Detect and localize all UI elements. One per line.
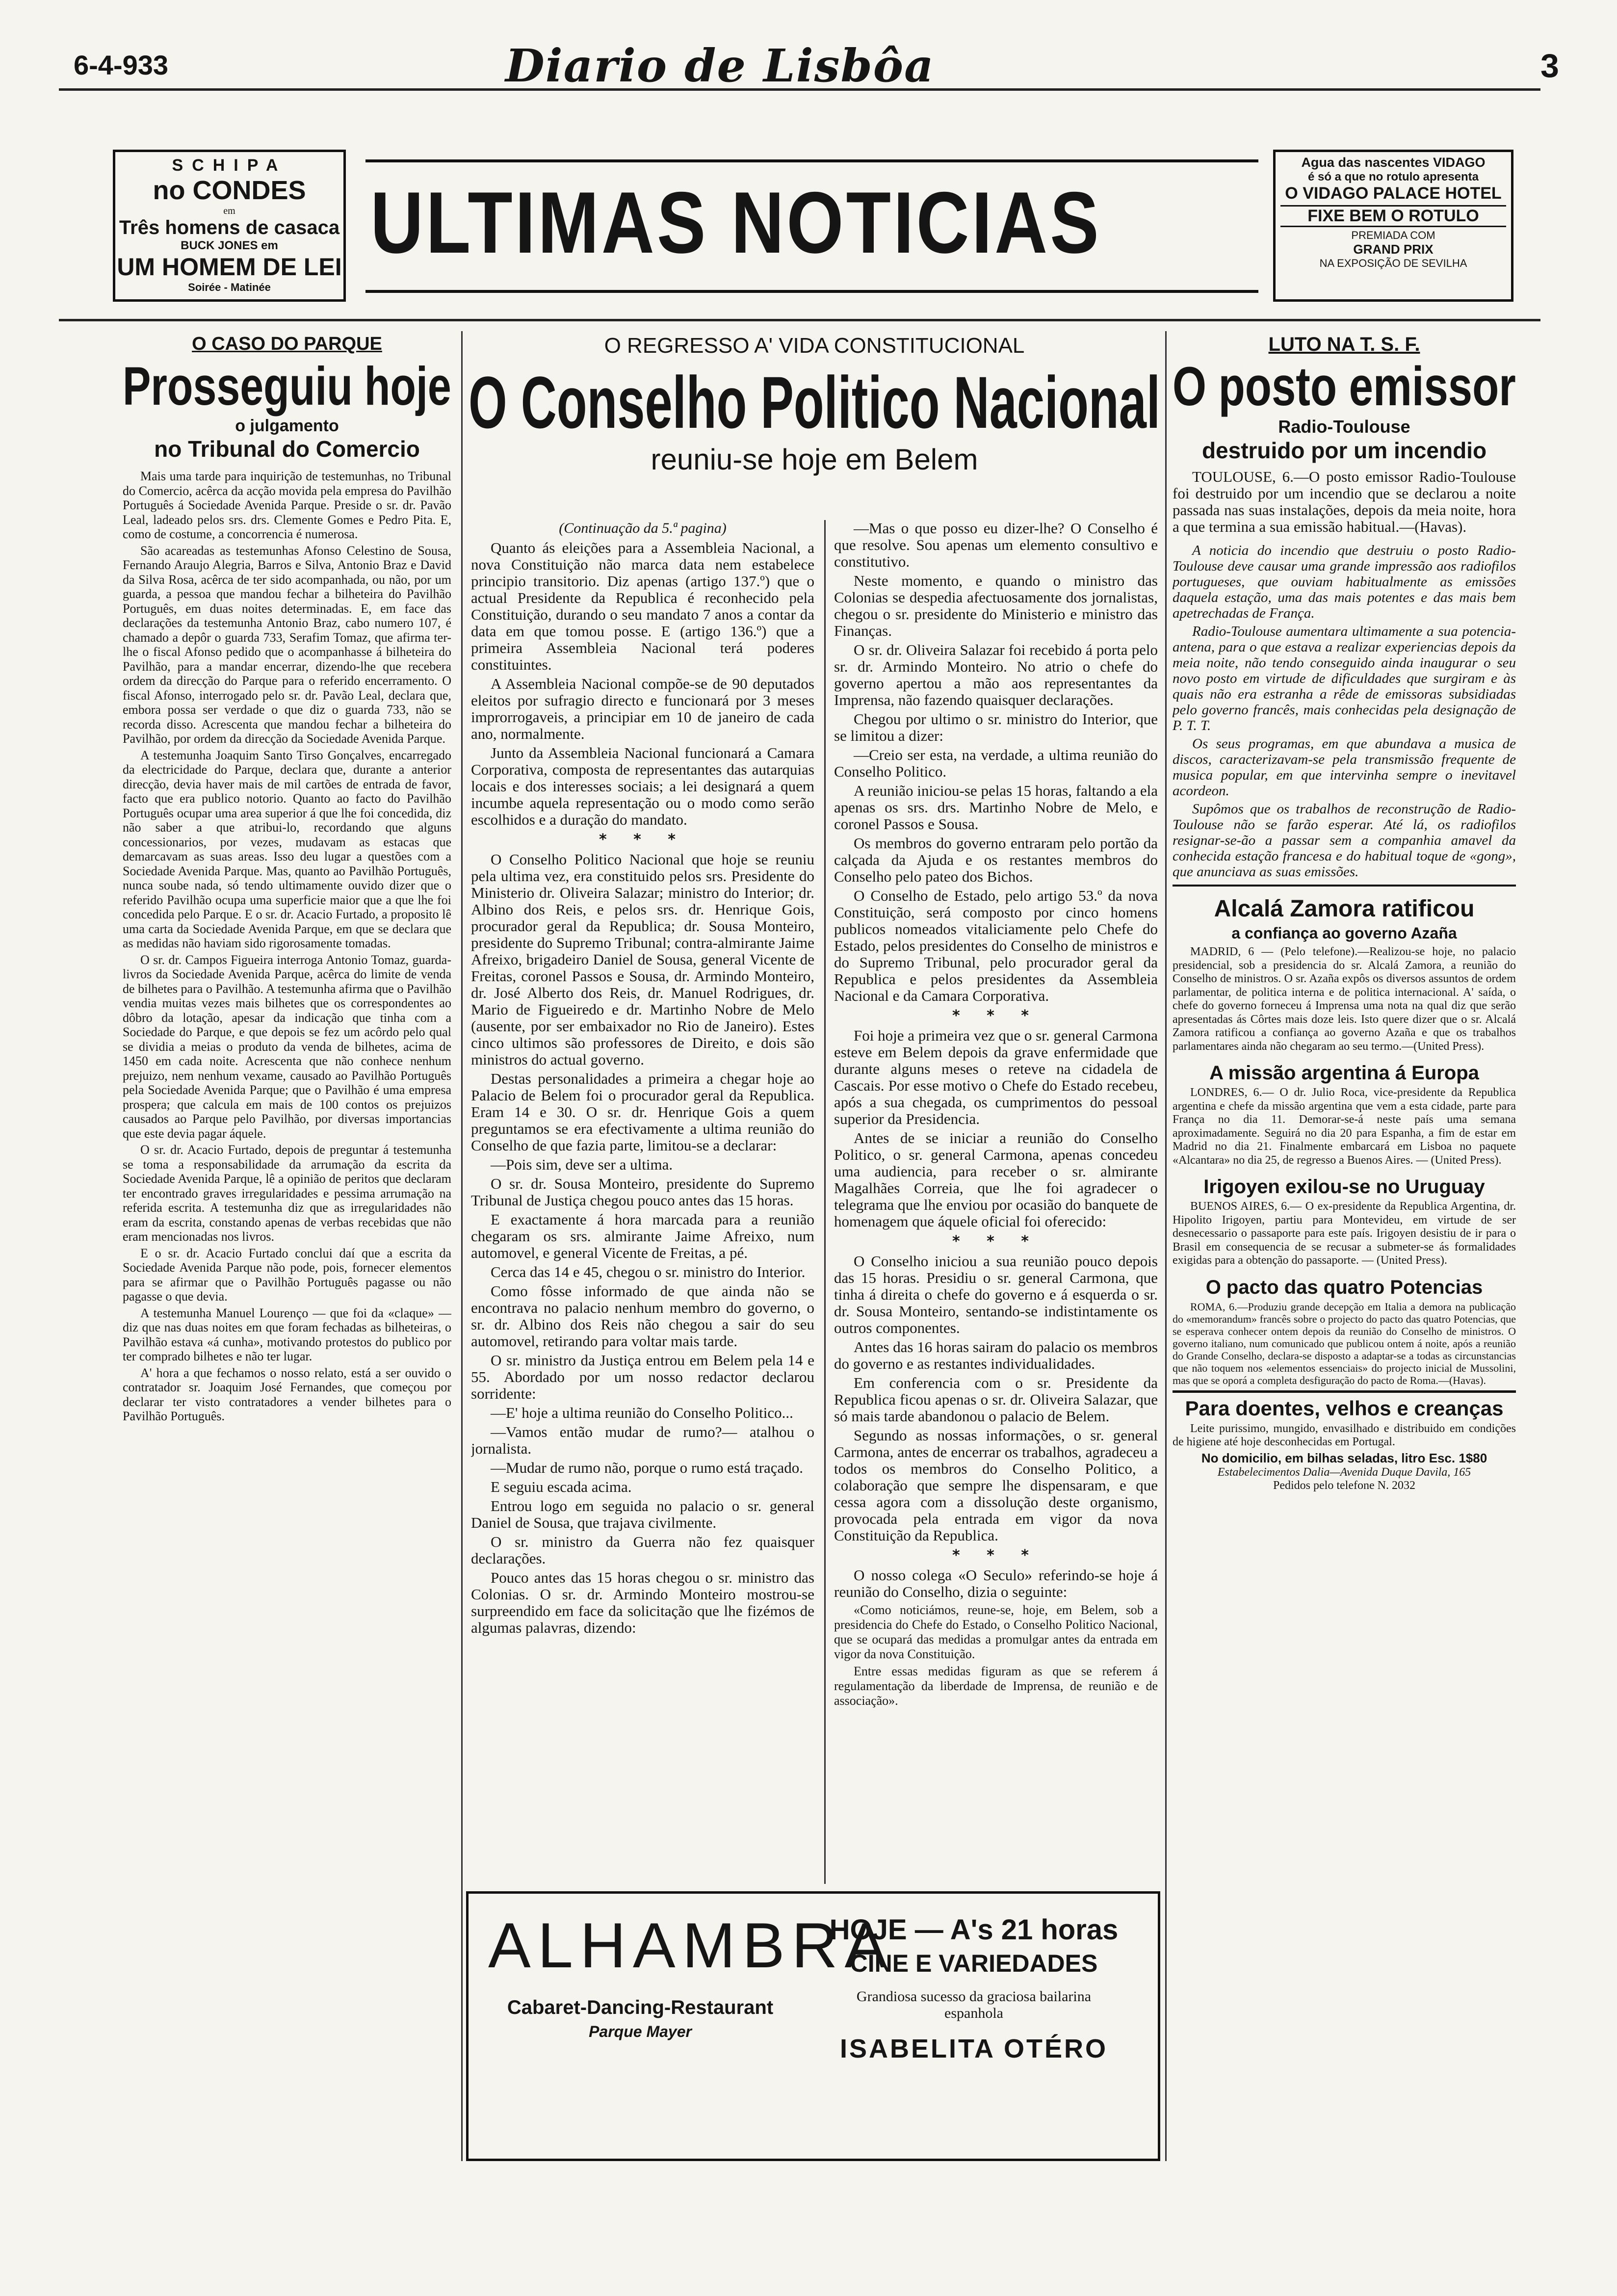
left-headline: Prosseguiu hoje — [123, 356, 451, 417]
center-paragraph: O sr. dr. Oliveira Salazar foi recebido á porta pelo sr. dr. Armindo Monteiro. No atrio o chefe do governo apertou a mão aos representantes da Imprensa, não fazendo quaisquer declarações. — [834, 641, 1158, 708]
banner-rule — [59, 319, 1540, 321]
ultimas-noticias-banner — [365, 159, 1258, 293]
section-stars: * * * — [952, 1007, 1040, 1024]
missao-headline: A missão argentina á Europa — [1209, 1062, 1479, 1084]
irigoyen-body: BUENOS AIRES, 6.— O ex-presidente da Republica Argentina, dr. Hipolito Irigoyen, partiu para Montevideu, em virtude de ser desnecessario o passaporte para este país. Irigoyen desistiu de ir para o Brasil em consequencia de se recusar a submeter-se ás formalidades exigidas para a obtenção do passaporte. — (United Press). — [1173, 1200, 1516, 1267]
right-subhead: destruido por um incendio — [1201, 438, 1487, 463]
alcala-body: MADRID, 6 — (Pelo telefone).—Realizou-se hoje, no palacio presidencial, sob a presidencia do sr. Alcalá Zamora, a reunião do Conselho de ministros. O sr. Azaña expôs os diversos assuntos de ordem parlamentar, de politica interna e de politica internacional. A' saída, o chefe do governo forneceu á Imprensa uma nota na qual diz que serão apresentadas ás Côrtes mais doze leis. Isto quere dizer que o sr. Alcalá Zamora ratificou a confiança ao governo Azaña e que os trabalhos parlamentares ainda não chegaram ao seu termo.—(United Press). — [1173, 945, 1516, 1053]
ad-schipa-line: UM HOMEM DE LEI — [117, 253, 342, 281]
center-col-b — [834, 520, 1158, 1879]
section-stars: * * * — [952, 1233, 1040, 1250]
header-rule — [59, 88, 1540, 91]
alhambra-desc: Grandiosa sucesso da graciosa bailarina — [856, 1988, 1092, 2005]
center-paragraph: A reunião iniciou-se pelas 15 horas, faltando a ela apenas os srs. drs. Martinho Nobre de Melo, e coronel Passos e Sousa. — [834, 782, 1158, 833]
center-paragraph: E exactamente á hora marcada para a reunião chegaram os srs. almirante Jaime Afreixo, num automovel, e general Vicente de Freitas, a pé. — [471, 1211, 814, 1261]
center-paragraph: O nosso colega «O Seculo» referindo-se hoje á reunião do Conselho, dizia o seguinte: — [834, 1566, 1158, 1600]
center-paragraph: Pouco antes das 15 horas chegou o sr. ministro das Colonias. O sr. dr. Armindo Monteiro mostrou-se surpreendido em face da solicitação que lhe fizémos de algumas palavras, dizendo: — [471, 1569, 814, 1636]
ad-schipa — [113, 150, 346, 302]
center-paragraph: Os membros do governo entraram pelo portão da calçada da Ajuda e os restantes membros do Conselho pelo pateo dos Bichos. — [834, 835, 1158, 885]
right-article — [1173, 334, 1516, 2164]
leite-ad-body: Leite purissimo, mungido, envasilhado e distribuido em condições de higiene até hoje desconhecidas em Portugal. — [1173, 1422, 1516, 1448]
center-paragraph: —Vamos então mudar de rumo?— atalhou o jornalista. — [471, 1423, 814, 1457]
alhambra-name: ALHAMBRA — [488, 1909, 894, 1981]
center-paragraph: O Conselho Politico Nacional que hoje se reuniu pela ultima vez, era constituido pelos srs. Presidente do Ministerio dr. Oliveira Salazar; ministro do Interior; dr. Albino dos Reis, e pelos srs. dr. Henrique Gois, procurador geral da Republica; dr. Sousa Monteiro, presidente do Supremo Tribunal; contra-almirante Jaime Afreixo, brigadeiro Daniel de Sousa, general Vicente de Freitas, coronel Passos e Sousa, dr. Armindo Monteiro, dr. José Alberto dos Reis, dr. Manuel Rodrigues, dr. Mario de Figueiredo e dr. Martinho Nobre de Melo (ausente, por ser embaixador no Rio de Janeiro). Estes cinco ultimos são professores de Direito, e dois são ministros do actual governo. — [471, 851, 814, 1068]
left-subhead: no Tribunal do Comercio — [154, 436, 420, 462]
right-italic-paragraph: Supômos que os trabalhos de reconstrução de Radio-Toulouse não se farão esperar. Até lá, os radiofilos resignar-se-ão a passar sem a companhia amavel da conhecida estação francesa e do habitual toque de «gong», que anunciava as suas emissões. — [1173, 801, 1516, 880]
center-paragraph: Cerca das 14 e 45, chegou o sr. ministro do Interior. — [491, 1263, 806, 1280]
left-paragraph: A testemunha Joaquim Santo Tirso Gonçalves, encarregado da electricidade do Parque, declara que, durante a anterior direcção, devia haver mais de mil cartões de entrada de favor, facto que era publico notorio. Quanto ao facto do Pavilhão Português ocupar uma area superior á que lhe foi concedida, diz não saber a que atribui-lo, recordando que alguns concessionarios, por vezes, mudavam as estacas que demarcavam as suas areas. Isso deu lugar a questões com a Sociedade Avenida Parque. Mas, quanto ao Pavilhão Português, nunca soube nada, só tendo ultimamente ouvido dizer que o referido Pavilhão ocupa uma superficie maior que a que lhe foi concedida pelo Parque. E o sr. dr. Acacio Furtado, a proposito lê uma carta da Sociedade Avenida Parque, em que se declara que as medidas não haviam sido rigorosamente tomadas. — [123, 748, 451, 950]
ad-schipa-line: no CONDES — [153, 176, 306, 205]
right-headline: O posto emissor — [1173, 356, 1516, 417]
pacto-headline: O pacto das quatro Potencias — [1205, 1276, 1483, 1298]
center-paragraph: Como fôsse informado de que ainda não se encontrava no palacio nenhum membro do governo, o sr. dr. Albino dos Reis não chegou a sair do seu automovel, retirando para voltar mais tarde. — [471, 1282, 814, 1350]
center-paragraph: Destas personalidades a primeira a chegar hoje ao Palacio de Belem foi o procurador geral da Republica. Eram 14 e 30. O sr. dr. Henrique Gois a quem preguntamos se era efectivamente a ultima reunião do Conselho de que fazia parte, limitou-se a declarar: — [471, 1070, 814, 1154]
center-subhead: reuniu-se hoje em Belem — [651, 443, 978, 476]
ad-vidago-line: GRAND PRIX — [1353, 242, 1434, 257]
left-paragraph: O sr. dr. Campos Figueira interroga Antonio Tomaz, guarda-livros da Sociedade Avenida Parque, acêrca do limite de venda de bilhetes para o Pavilhão. A testemunha afirma que o Pavilhão vendia muitas vezes mais bilhetes que os correspondentes ao dôbro da lotação, apesar da indicação que tinha com a Sociedade do Parque, e que depois se fez um acôrdo pelo qual se dividia a meias o produto da venda de bilhetes, acima de 1450 em cada noite. Acrescenta que não conhece nenhum prejuizo, nem nenhum vexame, causado ao Pavilhão Português pela Sociedade Avenida Parque; que o Pavilhão é uma empresa prospera; que calcula em mais de 100 contos os prejuizos causados ao Parque pelo Pavilhão, por diversas importancias que este devia pagar áquele. — [123, 952, 451, 1141]
center-paragraph: Entrou logo em seguida no palacio o sr. general Daniel de Sousa, que trajava civilmente. — [471, 1497, 814, 1531]
ad-schipa-line: em — [223, 206, 235, 216]
missao-body: LONDRES, 6.— O dr. Julio Roca, vice-presidente da Republica argentina e chefe da missão argentina que vem a esta cidade, parte para França no dia 11. Demorar-se-á neste país uma semana aproximadamente. Seguirá no dia 20 para Espanha, a fim de estar em Madrid no dia 21. Finalmente embarcará em Lisboa no paquete «Alcantara» no dia 25, de regresso a Buenos Aires. — (United Press). — [1173, 1086, 1516, 1167]
center-headline: O Conselho Politico Nacional — [469, 361, 1160, 444]
center-paragraph: «Como noticiámos, reune-se, hoje, em Belem, sob a presidencia do Chefe do Estado, o Conselho Politico Nacional, que se ocupará das medidas a promulgar antes da entrada em vigor da nova Constituição. — [834, 1603, 1158, 1661]
leite-ad-line: Pedidos pelo telefone N. 2032 — [1273, 1479, 1415, 1492]
masthead: Diario de Lisbôa — [505, 39, 935, 92]
alhambra-cine: CINE E VARIEDADES — [850, 1950, 1098, 1977]
center-paragraph: O sr. ministro da Guerra não fez quaisquer declarações. — [471, 1533, 814, 1567]
center-paragraph: —E' hoje a ultima reunião do Conselho Politico... — [491, 1404, 793, 1421]
left-headline-box — [123, 356, 451, 417]
center-paragraph: Chegou por ultimo o sr. ministro do Interior, que se limitou a dizer: — [834, 710, 1158, 744]
left-article — [123, 334, 451, 2161]
ad-vidago-line: PREMIADA COM — [1351, 229, 1435, 241]
alhambra-desc: espanhola — [944, 2005, 1003, 2021]
ad-schipa-line: BUCK JONES em — [181, 239, 278, 252]
right-italic-paragraph: A noticia do incendio que destruiu o posto Radio-Toulouse deve causar uma grande impressão aos radiofilos portugueses, que ouviam habitualmente as emissões daquela estação, uma das mais potentes e das mais bem apetrechadas de França. — [1173, 543, 1516, 621]
page-number: 3 — [1540, 47, 1559, 84]
center-headline-box — [469, 363, 1160, 442]
center-paragraph: O sr. ministro da Justiça entrou em Belem pela 14 e 55. Abordado por um nosso redactor declarou sorridente: — [471, 1352, 814, 1402]
right-headline-box — [1173, 356, 1516, 417]
center-paragraph: O Conselho iniciou a sua reunião pouco depois das 15 horas. Presidiu o sr. general Carmona, que tinha á direita o chefe do governo e á esquerda o sr. dr. Sousa Monteiro, sentando-se indistintamente os outros componentes. — [834, 1252, 1158, 1336]
alcala-headline: Alcalá Zamora ratificou — [1214, 896, 1475, 922]
center-paragraph: Em conferencia com o sr. Presidente da Republica ficou apenas o sr. dr. Oliveira Salazar, que só mais tarde abandonou o palacio de Belem. — [834, 1374, 1158, 1425]
issue-date: 6-4-933 — [74, 50, 169, 80]
left-paragraph: Mais uma tarde para inquirição de testemunhas, no Tribunal do Comercio, acêrca da acção movida pela empresa do Pavilhão Português á Sociedade Avenida Parque. Preside o sr. dr. Pavão Leal, ladeado pelos srs. drs. Clemente Gomes e Pedro Pita. E, como de costume, a concorrencia é numerosa. — [123, 469, 451, 541]
right-subhead: Radio-Toulouse — [1278, 417, 1410, 437]
center-header — [469, 334, 1160, 520]
ad-vidago-line: FIXE BEM O ROTULO — [1280, 205, 1506, 227]
center-paragraph: O Conselho de Estado, pelo artigo 53.º da nova Constituição, será composto por cinco homens publicos nomeados vitaliciamente pelo Chefe do Estado, pelos presidentes do Conselho de ministros e do Supremo Tribunal, pelo procurador geral da Republica e pelos presidentes da Assembleia Nacional e da Camara Corporativa. — [834, 887, 1158, 1004]
center-paragraph: O sr. dr. Sousa Monteiro, presidente do Supremo Tribunal de Justiça chegou pouco antes das 15 horas. — [471, 1175, 814, 1209]
ad-vidago-line: é só a que no rotulo apresenta — [1307, 170, 1479, 183]
center-paragraph: A Assembleia Nacional compõe-se de 90 deputados eleitos por sufragio directo e funcionará por 3 meses improrrogaveis, a principiar em 10 de janeiro de cada ano, normalmente. — [471, 675, 814, 742]
column-divider — [461, 331, 463, 2161]
center-paragraph: Entre essas medidas figuram as que se referem á regulamentação da liberdade de Imprensa, de reunião e de associação». — [834, 1664, 1158, 1708]
center-paragraph: Junto da Assembleia Nacional funcionará a Camara Corporativa, composta de representantes das autarquias locais e dos interesses sociais; a lei designará a quem incumbe aquela representação ou o modo como serão escolhidos e a duração do mandato. — [471, 744, 814, 828]
alhambra-left — [488, 1908, 894, 2041]
center-paragraph: —Mas o que posso eu dizer-lhe? O Conselho é que resolve. Sou apenas um elemento consultivo e constitutivo. — [834, 520, 1158, 570]
irigoyen-headline: Irigoyen exilou-se no Uruguay — [1203, 1176, 1485, 1198]
center-paragraph: Neste momento, e quando o ministro das Colonias se despedia afectuosamente dos jornalistas, chegou o sr. presidente do Ministerio e ministro das Finanças. — [834, 572, 1158, 639]
ad-schipa-line: Três homens de casaca — [119, 217, 340, 238]
alhambra-star: ISABELITA OTÉRO — [840, 2034, 1108, 2063]
left-paragraph: E o sr. dr. Acacio Furtado conclui daí que a escrita da Sociedade Avenida Parque não pode, pois, fornecer elementos para se afirmar que o Pavilhão Português pagasse ou não pagasse o que devia. — [123, 1246, 451, 1304]
column-divider — [1165, 331, 1167, 2161]
ad-vidago-line: O VIDAGO PALACE HOTEL — [1285, 184, 1502, 203]
section-stars: * * * — [952, 1547, 1040, 1564]
right-italic-paragraph: Os seus programas, em que abundava a musica de discos, caracterizavam-se pela transmissão frequente de musica popular, em que intervinha sempre o inevitavel acordeon. — [1173, 736, 1516, 799]
left-paragraph: São acareadas as testemunhas Afonso Celestino de Sousa, Fernando Araujo Alegria, Barros e Silva, Antonio Braz e David da Silva Rosa, acêrca de ter sido acompanhada, ou não, por um guarda, a pessoa que mandou fechar a bilheteira do Pavilhão Português, em duas noites determinadas. E, em face das declarações da testemunha Antonio Braz, cabo numero 107, é chamado a depôr o guarda 733, Serafim Tomaz, que afirma ter-lhe o fiscal Afonso pedido que o acompanhasse á bilheteira do Pavilhão, para a mandar encerrar, dizendo-lhe que recebera ordem da direcção do Parque para o referido encerramento. O fiscal Afonso, interrogado pelo sr. dr. Pavão Leal, declara que, embora possa ser verdade o que diz o guarda 733, não se recorda disso. Acrescenta que mandou fechar a bilheteira do Pavilhão, por ordem da direcção da Sociedade Avenida Parque. — [123, 543, 451, 746]
ad-vidago-line: Agua das nascentes VIDAGO — [1301, 155, 1486, 170]
leite-ad-headline: Para doentes, velhos e creanças — [1185, 1396, 1504, 1420]
ad-alhambra — [466, 1891, 1160, 2161]
left-paragraph: A' hora a que fechamos o nosso relato, está a ser ouvido o contratador sr. Joaquim José Fernandes, que começou por declarar ter visto contratadores a vender bilhetes para o Pavilhão Português. — [123, 1365, 451, 1423]
center-kicker: O REGRESSO A' VIDA CONSTITUCIONAL — [604, 334, 1025, 358]
center-paragraph: Foi hoje a primeira vez que o sr. general Carmona esteve em Belem depois da grave enfermidade que durante alguns meses o reteve na cidadela de Cascais. Por esse motivo o Chefe do Estado recebeu, após a sua chegada, os cumprimentos do pessoal superior da Presidencia. — [834, 1027, 1158, 1127]
center-col-a — [471, 520, 814, 1879]
center-paragraph: E seguiu escada acima. — [491, 1478, 632, 1495]
ad-schipa-line: SCHIPA — [172, 156, 287, 175]
center-paragraph: —Pois sim, deve ser a ultima. — [491, 1156, 673, 1173]
ad-schipa-line: Soirée - Matinée — [188, 281, 271, 293]
ad-vidago — [1273, 150, 1513, 302]
center-paragraph: Antes de se iniciar a reunião do Conselho Politico, o sr. general Carmona, apenas concedeu uma audiencia, para receber o sr. almirante Magalhães Correia, que lhe foi agradecer o telegrama que lhe enviou por ocasião do banquete de homenagem que áquele oficial foi oferecido: — [834, 1129, 1158, 1230]
right-paragraph: TOULOUSE, 6.—O posto emissor Radio-Toulouse foi destruido por um incendio que se declarou a noite passada nas suas instalações, depois da meia noite, hora a que termina a sua emissão habitual.—(Havas). — [1173, 468, 1516, 535]
continuation-note: (Continuação da 5.ª pagina) — [559, 520, 727, 536]
leite-ad-line: No domicilio, em bilhas seladas, litro Esc. 1$80 — [1201, 1450, 1487, 1465]
left-paragraph: O sr. dr. Acacio Furtado, depois de preguntar á testemunha se toma a responsabilidade da arrumação da escrita da Sociedade Avenida Parque, lê a opinião de peritos que declaram ter encontrado graves irregularidades e pessima arrumação na referida escrita. A testemunha diz que as irregularidades não eram da escrita, constando apenas de verbas recebidas que não eram mencionadas nos livros. — [123, 1143, 451, 1244]
alcala-subhead: a confiança ao governo Azaña — [1231, 924, 1457, 942]
leite-ad-line: Estabelecimentos Dalia—Avenida Duque Davila, 165 — [1217, 1465, 1471, 1479]
alhambra-location: Parque Mayer — [589, 2023, 692, 2040]
alhambra-tagline: Cabaret-Dancing-Restaurant — [507, 1997, 774, 2018]
center-paragraph: —Mudar de rumo não, porque o rumo está traçado. — [491, 1459, 804, 1476]
center-paragraph: Segundo as nossas informações, o sr. general Carmona, antes de encerrar os trabalhos, agradeceu a todos os membros do Conselho Politico, a colaboração que sempre lhe dispensaram, e que cessa agora com a dissolução deste organismo, provocada pela entrada em vigor da nova Constituição da Republica. — [834, 1427, 1158, 1544]
left-kicker: O CASO DO PARQUE — [192, 334, 382, 354]
right-kicker: LUTO NA T. S. F. — [1268, 334, 1420, 355]
ad-vidago-line: NA EXPOSIÇÃO DE SEVILHA — [1319, 257, 1467, 269]
left-subhead: o julgamento — [235, 417, 339, 435]
right-italic-paragraph: Radio-Toulouse aumentara ultimamente a sua potencia-antena, para o que estava a realizar experiencias depois da meia noite, não tendo conseguido ainda inaugurar o seu novo posto em virtude de dificuldades que surgiram e às quais não era estranha a rêde de emissoras subsidiadas pelo governo francês, mais conhecidas pela designação de P. T. T. — [1173, 624, 1516, 733]
alhambra-show-time: HOJE — A's 21 horas — [829, 1914, 1119, 1946]
left-paragraph: A testemunha Manuel Lourenço — que foi da «claque» — diz que nas duas noites em que foram fechadas as bilheteiras, o Pavilhão estava «á cunha», motivando protestos do publico por ter comprado bilhetes e não ter lugar. — [123, 1305, 451, 1363]
center-paragraph: —Creio ser esta, na verdade, a ultima reunião do Conselho Politico. — [834, 746, 1158, 780]
section-stars: * * * — [599, 831, 686, 848]
pacto-body: ROMA, 6.—Produziu grande decepção em Italia a demora na publicação do «memorandum» francês sobre o projecto do pacto das quatro Potencias, que se esperava conhecer ontem depois da reunião do Conselho de ministros. O governo italiano, num comunicado que publicou ontem á noite, após a reunião do Grande Conselho, declara-se disposto a adaptar-se a todas as circunstancias que não toquem nos «elementos essenciais» do projecto inicial de Mussolini, mas que se oporá a completa desfiguração do pacto de Roma.—(Havas). — [1173, 1300, 1516, 1386]
center-paragraph: Antes das 16 horas sairam do palacio os membros do governo e as restantes individualidades. — [834, 1338, 1158, 1372]
center-paragraph: Quanto ás eleições para a Assembleia Nacional, a nova Constituição não marca data nem estabelece principio transitorio. Diz apenas (artigo 137.º) que o actual Presidente da Republica é reconhecido pela Constituição, durando o seu mandato 7 anos a contar da data em que tomou posse. E (artigo 136.º) que a primeira Assembleia Nacional terá poderes constituintes. — [471, 539, 814, 673]
banner-title: ULTIMAS NOTICIAS — [370, 174, 1101, 271]
alhambra-right — [807, 1913, 1141, 2064]
column-divider — [824, 520, 826, 1884]
